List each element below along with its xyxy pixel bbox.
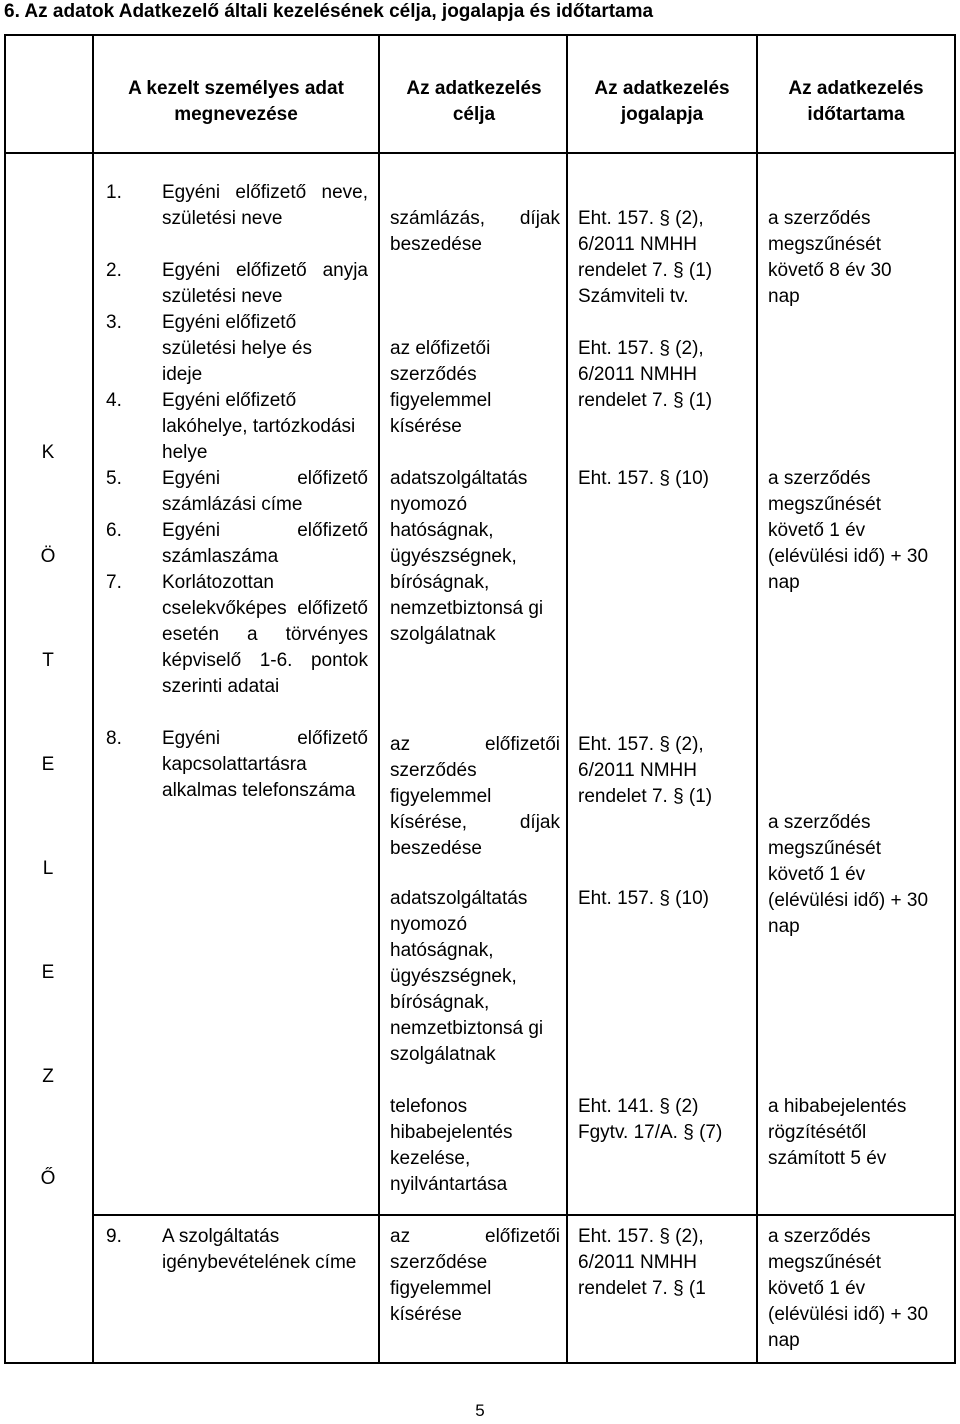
item-number: 5. xyxy=(106,468,122,489)
legal-basis-text: Eht. 157. § (10) xyxy=(578,468,709,489)
item-text: Egyéni előfizető neve, születési neve xyxy=(162,182,368,229)
legal-basis-text: Eht. 157. § (2), 6/2011 NMHH rendelet 7. § (1 xyxy=(578,1226,706,1299)
duration-text: a hibabejelentés rögzítésétől számított 5 év xyxy=(768,1096,907,1169)
purpose-text: adatszolgáltatás nyomozó hatóságnak, ügyészségnek, bíróságnak, nemzetbiztonsá gi szolgálatnak xyxy=(390,888,544,1065)
table-border-left xyxy=(4,34,6,1364)
side-letter: E xyxy=(41,962,55,983)
col-divider-3 xyxy=(566,34,568,1364)
item-number: 3. xyxy=(106,312,122,333)
header-divider xyxy=(4,152,956,154)
purpose-text: az előfizetői szerződése figyelemmel kísérése xyxy=(390,1226,560,1325)
col-divider-4 xyxy=(756,34,758,1364)
item-number: 6. xyxy=(106,520,122,541)
purpose-text: számlázás, díjak beszedése xyxy=(390,208,560,255)
side-letter: Ő xyxy=(40,1168,56,1189)
legal-basis-text: Eht. 157. § (2), 6/2011 NMHH rendelet 7. § (1) xyxy=(578,338,713,411)
table-border-bottom xyxy=(4,1362,956,1364)
item-number: 4. xyxy=(106,390,122,411)
purpose-text: adatszolgáltatás nyomozó hatóságnak, ügyészségnek, bíróságnak, nemzetbiztonsá gi szolgálatnak xyxy=(390,468,544,645)
item-text: Korlátozottan cselekvőképes előfizető esetén a törvényes képviselő 1-6. pontok szerinti adatai xyxy=(162,572,368,697)
item-number: 2. xyxy=(106,260,122,281)
side-letter: E xyxy=(41,754,55,775)
purpose-text: az előfizetői szerződés figyelemmel kísérése xyxy=(390,338,492,437)
item-text: Egyéni előfizető anyja születési neve xyxy=(162,260,368,307)
col-divider-1 xyxy=(92,34,94,1364)
side-letter: K xyxy=(41,442,55,463)
side-letter: Z xyxy=(42,1066,54,1087)
legal-basis-text: Eht. 157. § (2), 6/2011 NMHH rendelet 7. § (1) Számviteli tv. xyxy=(578,208,713,307)
side-letter: Ö xyxy=(40,546,56,567)
header-purpose: Az adatkezelés célja xyxy=(406,78,542,125)
item-number: 9. xyxy=(106,1226,122,1247)
legal-basis-text: Eht. 141. § (2) Fgytv. 17/A. § (7) xyxy=(578,1096,723,1143)
header-duration: Az adatkezelés időtartama xyxy=(788,78,924,125)
item-text: Egyéni előfizető számlaszáma xyxy=(162,520,368,567)
purpose-text: telefonos hibabejelentés kezelése, nyilvántartása xyxy=(390,1096,513,1195)
header-data-name: A kezelt személyes adat megnevezése xyxy=(128,78,344,125)
col-divider-2 xyxy=(378,34,380,1364)
duration-text: a szerződés megszűnését követő 1 év (elévülési idő) + 30 nap xyxy=(768,468,929,593)
item-text: Egyéni előfizető számlázási címe xyxy=(162,468,368,515)
duration-text: a szerződés megszűnését követő 1 év (elévülési idő) + 30 nap xyxy=(768,1226,929,1351)
legal-basis-text: Eht. 157. § (10) xyxy=(578,888,709,909)
item-text: Egyéni előfizető lakóhelye, tartózkodási helye xyxy=(162,390,356,463)
purpose-text: az előfizetői szerződés figyelemmel kísérése, díjak beszedése xyxy=(390,734,560,859)
duration-text: a szerződés megszűnését követő 1 év (elévülési idő) + 30 nap xyxy=(768,812,929,937)
item-text: Egyéni előfizető születési helye és ideje xyxy=(162,312,312,385)
side-letter: T xyxy=(42,650,54,671)
page-number: 5 xyxy=(475,1401,485,1420)
table-border-right xyxy=(954,34,956,1364)
side-letter: L xyxy=(42,858,54,879)
data-processing-table xyxy=(4,34,956,1364)
item-number: 1. xyxy=(106,182,122,203)
duration-text: a szerződés megszűnését követő 8 év 30 nap xyxy=(768,208,892,307)
table-border-top xyxy=(4,34,956,36)
header-legal-basis: Az adatkezelés jogalapja xyxy=(594,78,730,125)
item-number: 8. xyxy=(106,728,122,749)
section-heading: 6. Az adatok Adatkezelő általi kezelésének célja, jogalapja és időtartama xyxy=(4,1,654,22)
item-text: Egyéni előfizető kapcsolattartásra alkalmas telefonszáma xyxy=(162,728,368,801)
row-divider xyxy=(92,1214,956,1216)
legal-basis-text: Eht. 157. § (2), 6/2011 NMHH rendelet 7. § (1) xyxy=(578,734,713,807)
item-text: A szolgáltatás igénybevételének címe xyxy=(162,1226,357,1273)
item-number: 7. xyxy=(106,572,122,593)
